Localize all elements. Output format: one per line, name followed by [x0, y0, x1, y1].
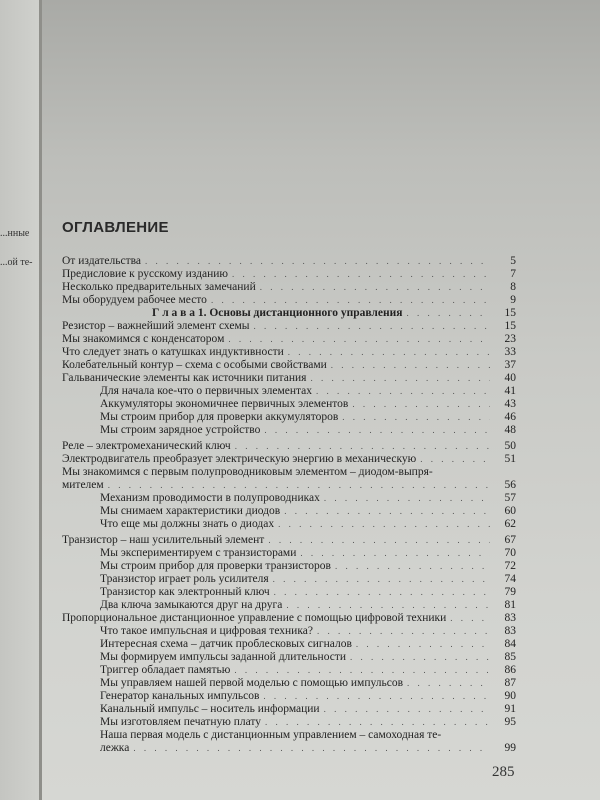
toc-entry-page: 57 [504, 492, 516, 504]
dot-leader [232, 268, 490, 281]
toc-entry-title: Для начала кое-что о первичных элементах [100, 385, 312, 397]
toc-entry [62, 599, 516, 612]
dot-leader [324, 492, 490, 505]
toc-entry-title: Резистор – важнейший элемент схемы [62, 320, 250, 332]
dot-leader [406, 307, 490, 320]
toc-entry-page: 74 [504, 573, 516, 585]
toc-entry [62, 742, 516, 755]
toc-entry-title: Мы оборудуем рабочее место [62, 294, 207, 306]
toc-entry-title: Мы строим зарядное устройство [100, 424, 261, 436]
dot-leader [253, 320, 490, 333]
toc-entry-title: Мы строим прибор для проверки транзисторов [100, 560, 331, 572]
toc-entry-page: 9 [510, 294, 516, 306]
toc-entry-title: От издательства [62, 255, 141, 267]
toc-entry [62, 677, 516, 690]
toc-entry [62, 320, 516, 333]
dot-leader [407, 677, 490, 690]
toc-entry [62, 505, 516, 518]
toc-entry [62, 703, 516, 716]
dot-leader [264, 424, 490, 437]
dot-leader [278, 518, 490, 531]
dot-leader [263, 690, 490, 703]
toc-entry-title: Электродвигатель преобразует электрическую энергию в механическую [62, 453, 417, 465]
dot-leader [228, 333, 490, 346]
toc-entry-page: 60 [504, 505, 516, 517]
toc-entry-page: 87 [504, 677, 516, 689]
dot-leader [317, 625, 490, 638]
toc-entry-page: 51 [504, 453, 516, 465]
toc-entry [62, 690, 516, 703]
toc-entry [62, 281, 516, 294]
dot-leader [265, 716, 490, 729]
toc-entry-title: Мы экспериментируем с транзисторами [100, 547, 297, 559]
toc-entry-title: Канальный импульс – носитель информации [100, 703, 320, 715]
toc-entry-title: Колебательный контур – схема с особыми свойствами [62, 359, 327, 371]
dot-leader [350, 651, 490, 664]
toc-entry-title: лежка [100, 742, 130, 754]
toc-chapter-heading [62, 307, 516, 320]
toc-entry [62, 560, 516, 573]
toc-entry [62, 359, 516, 372]
toc-entry-title: Что еще мы должны знать о диодах [100, 518, 275, 530]
toc-entry-title: Мы строим прибор для проверки аккумуляторов [100, 411, 339, 423]
dot-leader [316, 385, 490, 398]
dot-leader [324, 703, 490, 716]
toc-entry [62, 586, 516, 599]
toc-entry-page: 50 [504, 440, 516, 452]
dot-leader [133, 742, 490, 755]
toc-entry-title: Генератор канальных импульсов [100, 690, 260, 702]
toc-entry-page: 99 [504, 742, 516, 754]
toc-entry-page: 81 [504, 599, 516, 611]
toc-entry-page: 43 [504, 398, 516, 410]
toc-entry-title: Наша первая модель с дистанционным управлением – самоходная те- [100, 729, 442, 741]
toc-entry [62, 534, 516, 547]
toc-entry-page: 91 [504, 703, 516, 715]
toc-entry [62, 638, 516, 651]
toc-entry [62, 268, 516, 281]
page-number: 285 [492, 764, 515, 780]
toc-entry-title: Транзистор как электронный ключ [100, 586, 270, 598]
toc-entry-page: 15 [504, 320, 516, 332]
toc-entry [62, 547, 516, 560]
toc-entry [62, 424, 516, 437]
toc-entry [62, 255, 516, 268]
toc-entry-title: Г л а в а 1. Основы дистанционного управления [152, 307, 403, 319]
dot-leader [284, 505, 490, 518]
toc-entry-page: 37 [504, 359, 516, 371]
toc-entry-page: 56 [504, 479, 516, 491]
dot-leader [450, 612, 490, 625]
dot-leader [234, 664, 490, 677]
toc-entry-page: 5 [510, 255, 516, 267]
toc-entry-title: Транзистор играет роль усилителя [100, 573, 269, 585]
toc-entry-page: 83 [504, 625, 516, 637]
toc-entry [62, 518, 516, 531]
toc-entry-page: 23 [504, 333, 516, 345]
toc-entry-title: мителем [62, 479, 104, 491]
toc-entry [62, 466, 516, 479]
dot-leader [274, 586, 490, 599]
toc-entry [62, 294, 516, 307]
toc-entry [62, 651, 516, 664]
dot-leader [273, 573, 490, 586]
dot-leader [352, 398, 490, 411]
book-gutter [39, 0, 42, 800]
toc-entry-title: Мы формируем импульсы заданной длительности [100, 651, 347, 663]
toc-entry-page: 33 [504, 346, 516, 358]
toc-entry-title: Аккумуляторы экономичнее первичных элементов [100, 398, 349, 410]
toc-entry-title: Гальванические элементы как источники питания [62, 372, 307, 384]
toc-entry-page: 48 [504, 424, 516, 436]
toc-entry-title: Мы изготовляем печатную плату [100, 716, 262, 728]
dot-leader [356, 638, 490, 651]
left-page-fragment: ...нные [0, 228, 30, 239]
toc-entry [62, 664, 516, 677]
toc-entry [62, 372, 516, 385]
toc-entry [62, 492, 516, 505]
toc-entry-page: 62 [504, 518, 516, 530]
toc-entry-page: 46 [504, 411, 516, 423]
toc-entry-title: Интересная схема – датчик проблесковых сигналов [100, 638, 352, 650]
toc-title: ОГЛАВЛЕНИЕ [62, 219, 169, 236]
toc-entry-page: 95 [504, 716, 516, 728]
left-page-edge [0, 0, 40, 800]
toc-entry-title: Предисловие к русскому изданию [62, 268, 228, 280]
dot-leader [145, 255, 490, 268]
toc-entry [62, 479, 516, 492]
dot-leader [286, 599, 490, 612]
toc-entry [62, 453, 516, 466]
toc-entry-title: Два ключа замыкаются друг на друга [100, 599, 283, 611]
toc-entry [62, 385, 516, 398]
dot-leader [300, 547, 490, 560]
dot-leader [211, 294, 490, 307]
toc-entry [62, 411, 516, 424]
toc-entry [62, 612, 516, 625]
toc-entry-page: 84 [504, 638, 516, 650]
dot-leader [288, 346, 490, 359]
toc-entry-page: 86 [504, 664, 516, 676]
dot-leader [331, 359, 490, 372]
toc-entry-page: 67 [504, 534, 516, 546]
toc-entry-page: 72 [504, 560, 516, 572]
toc-entry-title: Что следует знать о катушках индуктивности [62, 346, 284, 358]
toc-entry-title: Мы знакомимся с первым полупроводниковым элементом – диодом-выпря- [62, 466, 433, 478]
dot-leader [335, 560, 490, 573]
toc-entry [62, 440, 516, 453]
toc-entry [62, 625, 516, 638]
toc-entry [62, 716, 516, 729]
left-page-fragment: ...ой те- [0, 257, 33, 268]
toc-entry-title: Несколько предварительных замечаний [62, 281, 256, 293]
toc-entry-title: Реле – электромеханический ключ [62, 440, 231, 452]
toc-entry-title: Транзистор – наш усилительный элемент [62, 534, 265, 546]
toc-entry [62, 333, 516, 346]
dot-leader [235, 440, 490, 453]
toc-entry-title: Что такое импульсная и цифровая техника? [100, 625, 313, 637]
toc-entry [62, 398, 516, 411]
table-of-contents [62, 255, 516, 755]
toc-entry-page: 85 [504, 651, 516, 663]
toc-entry-page: 40 [504, 372, 516, 384]
toc-entry-title: Мы знакомимся с конденсатором [62, 333, 225, 345]
toc-entry-title: Мы снимаем характеристики диодов [100, 505, 281, 517]
toc-entry-page: 70 [504, 547, 516, 559]
toc-entry-title: Пропорциональное дистанционное управление с помощью цифровой техники [62, 612, 447, 624]
dot-leader [108, 479, 490, 492]
dot-leader [420, 453, 490, 466]
dot-leader [268, 534, 490, 547]
dot-leader [260, 281, 490, 294]
toc-entry [62, 573, 516, 586]
toc-entry-page: 15 [504, 307, 516, 319]
toc-entry-page: 8 [510, 281, 516, 293]
toc-entry-page: 7 [510, 268, 516, 280]
toc-entry-page: 79 [504, 586, 516, 598]
dot-leader [310, 372, 490, 385]
dot-leader [342, 411, 490, 424]
toc-entry-page: 90 [504, 690, 516, 702]
toc-entry-page: 41 [504, 385, 516, 397]
toc-entry [62, 729, 516, 742]
toc-entry-title: Триггер обладает памятью [100, 664, 231, 676]
toc-entry-page: 83 [504, 612, 516, 624]
toc-entry-title: Механизм проводимости в полупроводниках [100, 492, 320, 504]
toc-entry [62, 346, 516, 359]
toc-entry-title: Мы управляем нашей первой моделью с помощью импульсов [100, 677, 403, 689]
